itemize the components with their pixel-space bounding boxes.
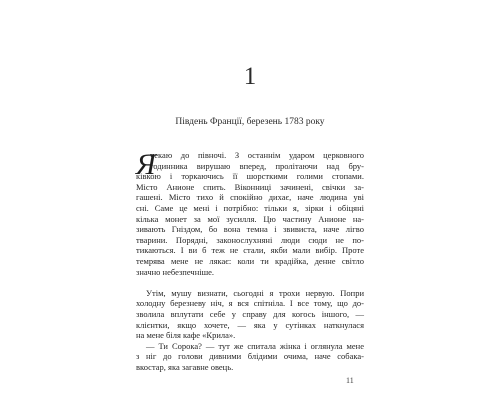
text-line: тварини. Порядні, законослухняні люди сюди не по-: [136, 234, 364, 245]
text-line: кілька монет за мої зусилля. Цю частину Анионе на-: [136, 213, 364, 224]
text-line: Утім, мушу визнати, сьогодні я трохи нервую. Попри: [146, 287, 364, 298]
text-line: зивають Гніздом, бо вона темна і звивиста, наче лігво: [136, 224, 364, 235]
text-line: гашені. Місто тихо й спокійно дихає, наче людина уві: [136, 192, 364, 203]
text-line: холодну березневу ніч, я вся спітніла. І все тому, що до-: [136, 298, 364, 309]
paragraph-2: [136, 288, 364, 341]
text-line: з ніг до голови дивними блідими очима, наче собака-: [136, 351, 364, 362]
text-line: на мене біля кафе «Крила».: [136, 330, 236, 341]
text-line: вкостар, яка загавне овець.: [136, 361, 234, 372]
text-line: сні. Саме це мені і потрібно: тільки я, зірки і обіцяні: [136, 202, 364, 213]
text-line: — Ти Сорока? — тут же спитала жінка і оглянула мене: [146, 340, 364, 351]
drop-cap: Я: [136, 148, 156, 181]
paragraph-1: [136, 150, 364, 277]
text-line: клієнтки, якщо хочете, — яка у сутінках наткнулася: [136, 319, 364, 330]
chapter-subtitle: Південь Франції, березень 1783 року: [175, 117, 325, 127]
text-line: годинника вирушаю вперед, пролітаючи над бру-: [150, 160, 364, 171]
text-line: значно небезпечніше.: [136, 266, 215, 277]
paragraph-3: [136, 341, 364, 373]
body-text: [136, 150, 364, 372]
text-line: чекаю до півночі. З останнім ударом церковного: [150, 150, 364, 160]
text-line: ківкою і торкаючись її шорсткими голими стопами.: [136, 171, 364, 182]
text-line: темрява мене не лякає: коли ти крадійка, денне світло: [136, 255, 364, 266]
text-line: Місто Анионе спить. Віконниці зачинені, свічки за-: [136, 181, 364, 192]
paragraph-gap: [136, 277, 364, 288]
text-line: тикаються. І ви б теж не стали, якби мали вибір. Проте: [136, 245, 364, 256]
text-line: зволила вплутати себе у справу для когось іншого, —: [136, 308, 364, 319]
chapter-number: 1: [243, 63, 257, 90]
page-number: 11: [346, 376, 354, 385]
